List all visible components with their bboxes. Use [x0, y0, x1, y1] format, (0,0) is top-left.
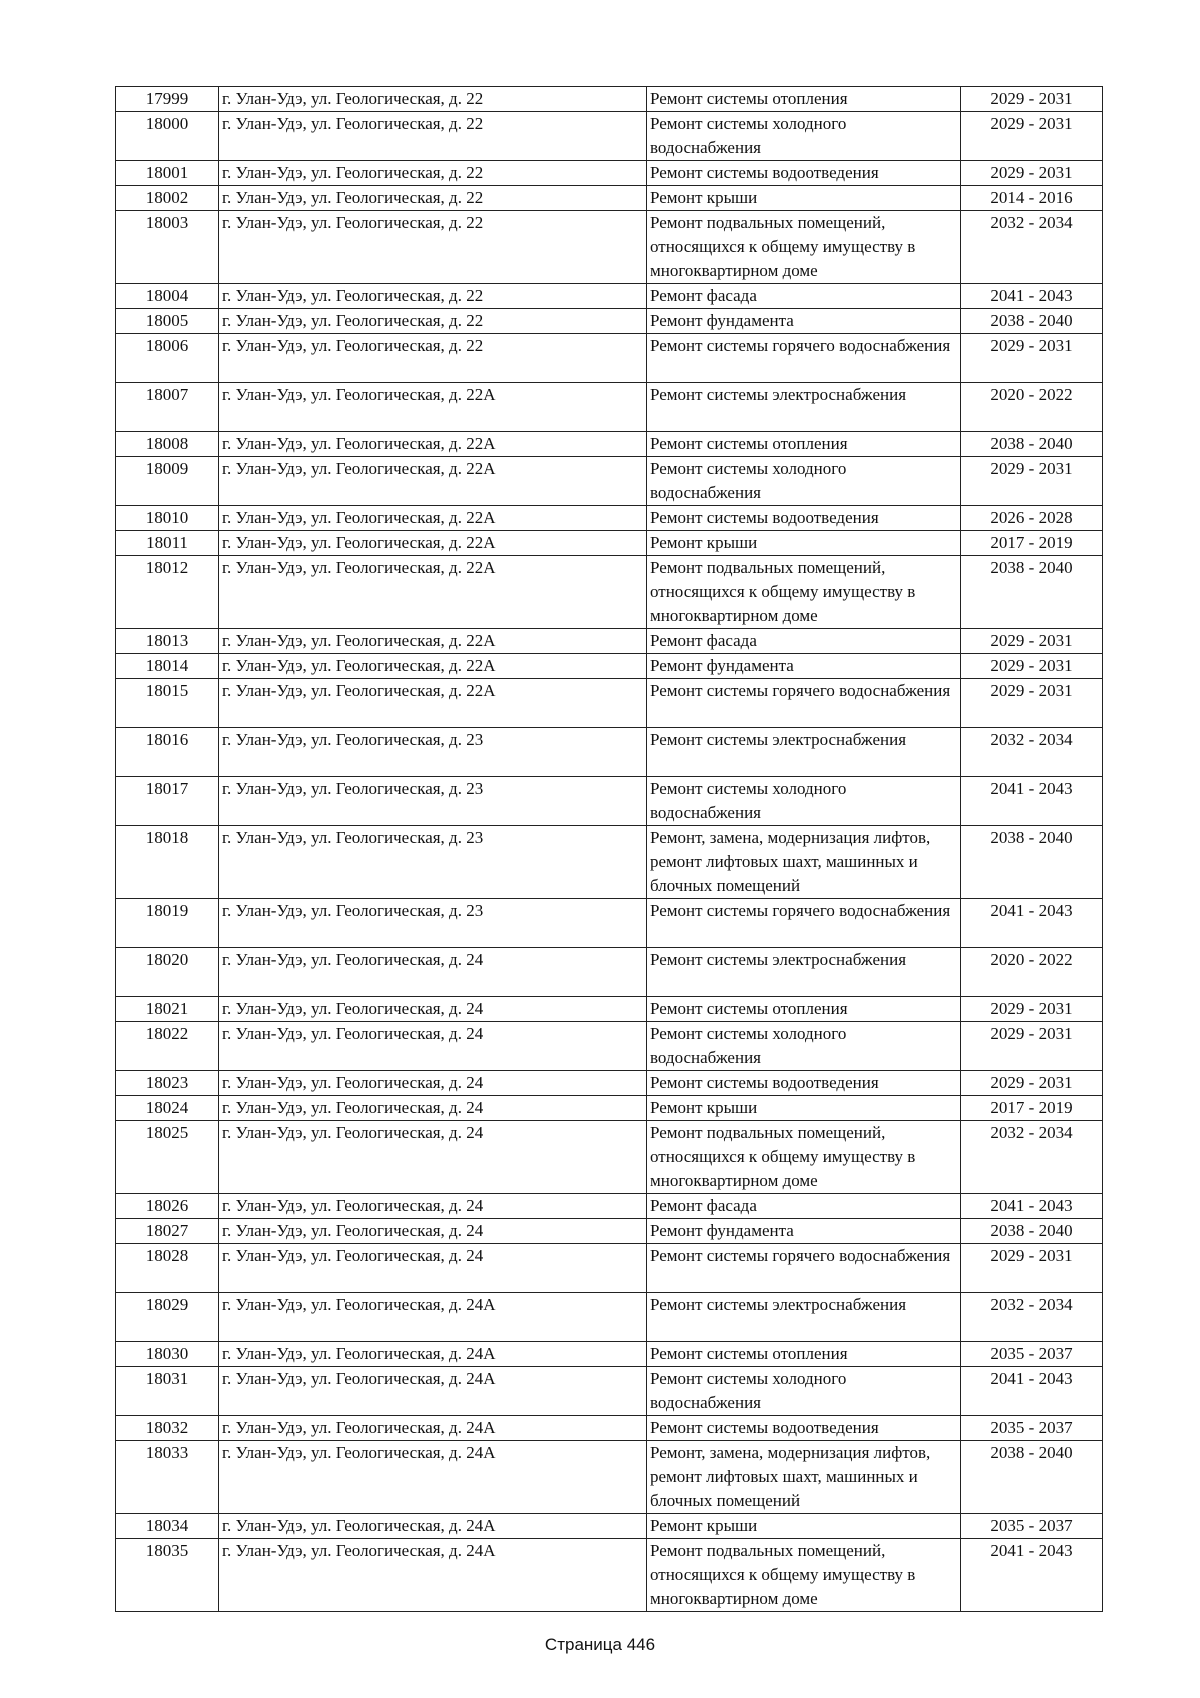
cell-work-type: Ремонт фасада	[647, 629, 961, 654]
cell-period: 2041 - 2043	[961, 1539, 1103, 1612]
cell-address: г. Улан-Удэ, ул. Геологическая, д. 24	[219, 1096, 647, 1121]
table-row	[116, 112, 1103, 161]
cell-address: г. Улан-Удэ, ул. Геологическая, д. 24А	[219, 1342, 647, 1367]
cell-work-type: Ремонт, замена, модернизация лифтов, ремонт лифтовых шахт, машинных и блочных помещений	[647, 1441, 961, 1514]
cell-work-type: Ремонт системы водоотведения	[647, 161, 961, 186]
cell-id: 18022	[116, 1022, 219, 1071]
cell-period: 2029 - 2031	[961, 1022, 1103, 1071]
cell-id: 18009	[116, 457, 219, 506]
cell-period: 2029 - 2031	[961, 457, 1103, 506]
table-row	[116, 679, 1103, 728]
cell-period: 2041 - 2043	[961, 899, 1103, 948]
cell-period: 2038 - 2040	[961, 826, 1103, 899]
cell-work-type: Ремонт системы холодного водоснабжения	[647, 1367, 961, 1416]
cell-work-type: Ремонт системы горячего водоснабжения	[647, 679, 961, 728]
cell-id: 18020	[116, 948, 219, 997]
cell-address: г. Улан-Удэ, ул. Геологическая, д. 24	[219, 1244, 647, 1293]
cell-id: 18029	[116, 1293, 219, 1342]
cell-period: 2029 - 2031	[961, 1244, 1103, 1293]
table-row	[116, 1071, 1103, 1096]
cell-work-type: Ремонт фундамента	[647, 1219, 961, 1244]
cell-period: 2020 - 2022	[961, 948, 1103, 997]
table-row	[116, 334, 1103, 383]
cell-address: г. Улан-Удэ, ул. Геологическая, д. 24	[219, 1022, 647, 1071]
cell-period: 2029 - 2031	[961, 629, 1103, 654]
cell-work-type: Ремонт системы горячего водоснабжения	[647, 1244, 961, 1293]
cell-work-type: Ремонт подвальных помещений, относящихся к общему имуществу в многоквартирном доме	[647, 211, 961, 284]
cell-address: г. Улан-Удэ, ул. Геологическая, д. 24А	[219, 1514, 647, 1539]
cell-id: 18026	[116, 1194, 219, 1219]
table-row	[116, 531, 1103, 556]
cell-address: г. Улан-Удэ, ул. Геологическая, д. 22	[219, 186, 647, 211]
cell-work-type: Ремонт системы горячего водоснабжения	[647, 899, 961, 948]
cell-work-type: Ремонт крыши	[647, 1514, 961, 1539]
cell-period: 2035 - 2037	[961, 1342, 1103, 1367]
cell-work-type: Ремонт системы водоотведения	[647, 506, 961, 531]
table-row	[116, 1194, 1103, 1219]
cell-period: 2038 - 2040	[961, 309, 1103, 334]
cell-address: г. Улан-Удэ, ул. Геологическая, д. 22	[219, 161, 647, 186]
cell-id: 18011	[116, 531, 219, 556]
table-row	[116, 309, 1103, 334]
cell-address: г. Улан-Удэ, ул. Геологическая, д. 22	[219, 284, 647, 309]
table-row	[116, 1416, 1103, 1441]
cell-work-type: Ремонт фундамента	[647, 654, 961, 679]
cell-id: 18006	[116, 334, 219, 383]
cell-work-type: Ремонт системы отопления	[647, 1342, 961, 1367]
table-row	[116, 1342, 1103, 1367]
cell-work-type: Ремонт системы холодного водоснабжения	[647, 777, 961, 826]
cell-period: 2029 - 2031	[961, 997, 1103, 1022]
table-row	[116, 1539, 1103, 1612]
cell-id: 18014	[116, 654, 219, 679]
cell-address: г. Улан-Удэ, ул. Геологическая, д. 23	[219, 899, 647, 948]
table-row	[116, 1219, 1103, 1244]
cell-id: 18018	[116, 826, 219, 899]
cell-work-type: Ремонт системы холодного водоснабжения	[647, 457, 961, 506]
cell-work-type: Ремонт фасада	[647, 1194, 961, 1219]
cell-work-type: Ремонт подвальных помещений, относящихся к общему имуществу в многоквартирном доме	[647, 1539, 961, 1612]
cell-work-type: Ремонт подвальных помещений, относящихся к общему имуществу в многоквартирном доме	[647, 556, 961, 629]
cell-period: 2038 - 2040	[961, 1219, 1103, 1244]
cell-id: 18033	[116, 1441, 219, 1514]
cell-address: г. Улан-Удэ, ул. Геологическая, д. 22	[219, 112, 647, 161]
cell-period: 2029 - 2031	[961, 161, 1103, 186]
table-row	[116, 826, 1103, 899]
cell-id: 18024	[116, 1096, 219, 1121]
cell-id: 18001	[116, 161, 219, 186]
cell-address: г. Улан-Удэ, ул. Геологическая, д. 22А	[219, 556, 647, 629]
cell-work-type: Ремонт системы водоотведения	[647, 1416, 961, 1441]
cell-id: 18012	[116, 556, 219, 629]
cell-work-type: Ремонт системы отопления	[647, 87, 961, 112]
table-row	[116, 432, 1103, 457]
cell-period: 2029 - 2031	[961, 679, 1103, 728]
cell-id: 18017	[116, 777, 219, 826]
cell-address: г. Улан-Удэ, ул. Геологическая, д. 24	[219, 948, 647, 997]
table-row	[116, 1121, 1103, 1194]
cell-address: г. Улан-Удэ, ул. Геологическая, д. 24	[219, 1071, 647, 1096]
table-row	[116, 284, 1103, 309]
cell-address: г. Улан-Удэ, ул. Геологическая, д. 22А	[219, 432, 647, 457]
table-row	[116, 1293, 1103, 1342]
cell-address: г. Улан-Удэ, ул. Геологическая, д. 23	[219, 826, 647, 899]
table-row	[116, 997, 1103, 1022]
cell-address: г. Улан-Удэ, ул. Геологическая, д. 22А	[219, 679, 647, 728]
cell-id: 18013	[116, 629, 219, 654]
cell-id: 18002	[116, 186, 219, 211]
cell-work-type: Ремонт системы электроснабжения	[647, 383, 961, 432]
cell-work-type: Ремонт системы отопления	[647, 432, 961, 457]
cell-period: 2041 - 2043	[961, 284, 1103, 309]
cell-address: г. Улан-Удэ, ул. Геологическая, д. 22А	[219, 383, 647, 432]
cell-period: 2029 - 2031	[961, 654, 1103, 679]
page-number: Страница 446	[544, 1635, 656, 1654]
cell-id: 18007	[116, 383, 219, 432]
cell-id: 18023	[116, 1071, 219, 1096]
cell-period: 2041 - 2043	[961, 777, 1103, 826]
cell-work-type: Ремонт фасада	[647, 284, 961, 309]
cell-id: 18032	[116, 1416, 219, 1441]
cell-address: г. Улан-Удэ, ул. Геологическая, д. 24А	[219, 1293, 647, 1342]
cell-address: г. Улан-Удэ, ул. Геологическая, д. 22А	[219, 654, 647, 679]
table-row	[116, 629, 1103, 654]
cell-address: г. Улан-Удэ, ул. Геологическая, д. 22	[219, 309, 647, 334]
cell-work-type: Ремонт системы водоотведения	[647, 1071, 961, 1096]
cell-period: 2020 - 2022	[961, 383, 1103, 432]
cell-period: 2029 - 2031	[961, 1071, 1103, 1096]
cell-period: 2038 - 2040	[961, 556, 1103, 629]
cell-id: 17999	[116, 87, 219, 112]
cell-address: г. Улан-Удэ, ул. Геологическая, д. 24	[219, 1194, 647, 1219]
cell-work-type: Ремонт системы электроснабжения	[647, 948, 961, 997]
cell-id: 18004	[116, 284, 219, 309]
cell-id: 18025	[116, 1121, 219, 1194]
cell-work-type: Ремонт, замена, модернизация лифтов, ремонт лифтовых шахт, машинных и блочных помещений	[647, 826, 961, 899]
table-row	[116, 457, 1103, 506]
cell-period: 2029 - 2031	[961, 334, 1103, 383]
cell-period: 2029 - 2031	[961, 112, 1103, 161]
table-row	[116, 186, 1103, 211]
table-row	[116, 556, 1103, 629]
cell-period: 2038 - 2040	[961, 1441, 1103, 1514]
repair-schedule-table	[115, 86, 1103, 1612]
cell-address: г. Улан-Удэ, ул. Геологическая, д. 22А	[219, 506, 647, 531]
cell-id: 18003	[116, 211, 219, 284]
cell-period: 2014 - 2016	[961, 186, 1103, 211]
cell-address: г. Улан-Удэ, ул. Геологическая, д. 22А	[219, 629, 647, 654]
cell-address: г. Улан-Удэ, ул. Геологическая, д. 22А	[219, 457, 647, 506]
cell-work-type: Ремонт системы холодного водоснабжения	[647, 1022, 961, 1071]
table-row	[116, 1514, 1103, 1539]
cell-id: 18034	[116, 1514, 219, 1539]
table-row	[116, 899, 1103, 948]
table-row	[116, 383, 1103, 432]
cell-period: 2029 - 2031	[961, 87, 1103, 112]
cell-period: 2041 - 2043	[961, 1194, 1103, 1219]
cell-period: 2032 - 2034	[961, 211, 1103, 284]
cell-period: 2041 - 2043	[961, 1367, 1103, 1416]
table-row	[116, 87, 1103, 112]
cell-id: 18035	[116, 1539, 219, 1612]
cell-address: г. Улан-Удэ, ул. Геологическая, д. 24	[219, 1219, 647, 1244]
cell-work-type: Ремонт крыши	[647, 531, 961, 556]
cell-address: г. Улан-Удэ, ул. Геологическая, д. 23	[219, 728, 647, 777]
cell-address: г. Улан-Удэ, ул. Геологическая, д. 24А	[219, 1367, 647, 1416]
cell-id: 18016	[116, 728, 219, 777]
cell-address: г. Улан-Удэ, ул. Геологическая, д. 24А	[219, 1441, 647, 1514]
cell-address: г. Улан-Удэ, ул. Геологическая, д. 22	[219, 334, 647, 383]
cell-period: 2035 - 2037	[961, 1416, 1103, 1441]
cell-address: г. Улан-Удэ, ул. Геологическая, д. 23	[219, 777, 647, 826]
cell-period: 2032 - 2034	[961, 1293, 1103, 1342]
cell-id: 18027	[116, 1219, 219, 1244]
cell-period: 2038 - 2040	[961, 432, 1103, 457]
cell-address: г. Улан-Удэ, ул. Геологическая, д. 22А	[219, 531, 647, 556]
table-row	[116, 948, 1103, 997]
table-row	[116, 506, 1103, 531]
cell-period: 2026 - 2028	[961, 506, 1103, 531]
cell-id: 18015	[116, 679, 219, 728]
cell-period: 2035 - 2037	[961, 1514, 1103, 1539]
table-body	[116, 87, 1103, 1612]
cell-period: 2032 - 2034	[961, 1121, 1103, 1194]
cell-id: 18005	[116, 309, 219, 334]
cell-work-type: Ремонт системы электроснабжения	[647, 1293, 961, 1342]
cell-work-type: Ремонт подвальных помещений, относящихся к общему имуществу в многоквартирном доме	[647, 1121, 961, 1194]
cell-address: г. Улан-Удэ, ул. Геологическая, д. 24А	[219, 1416, 647, 1441]
cell-work-type: Ремонт крыши	[647, 1096, 961, 1121]
cell-address: г. Улан-Удэ, ул. Геологическая, д. 24	[219, 997, 647, 1022]
cell-address: г. Улан-Удэ, ул. Геологическая, д. 22	[219, 211, 647, 284]
cell-period: 2017 - 2019	[961, 1096, 1103, 1121]
table-row	[116, 728, 1103, 777]
cell-id: 18010	[116, 506, 219, 531]
table-row	[116, 211, 1103, 284]
table-row	[116, 1244, 1103, 1293]
table-row	[116, 654, 1103, 679]
cell-period: 2017 - 2019	[961, 531, 1103, 556]
cell-id: 18019	[116, 899, 219, 948]
cell-address: г. Улан-Удэ, ул. Геологическая, д. 22	[219, 87, 647, 112]
cell-work-type: Ремонт системы электроснабжения	[647, 728, 961, 777]
cell-address: г. Улан-Удэ, ул. Геологическая, д. 24А	[219, 1539, 647, 1612]
cell-id: 18030	[116, 1342, 219, 1367]
cell-id: 18021	[116, 997, 219, 1022]
table-row	[116, 1367, 1103, 1416]
cell-id: 18031	[116, 1367, 219, 1416]
cell-id: 18000	[116, 112, 219, 161]
cell-id: 18028	[116, 1244, 219, 1293]
table-row	[116, 777, 1103, 826]
cell-work-type: Ремонт системы отопления	[647, 997, 961, 1022]
table-row	[116, 1096, 1103, 1121]
cell-work-type: Ремонт системы горячего водоснабжения	[647, 334, 961, 383]
table-row	[116, 1441, 1103, 1514]
table-row	[116, 1022, 1103, 1071]
table-row	[116, 161, 1103, 186]
cell-work-type: Ремонт системы холодного водоснабжения	[647, 112, 961, 161]
cell-id: 18008	[116, 432, 219, 457]
cell-work-type: Ремонт фундамента	[647, 309, 961, 334]
cell-address: г. Улан-Удэ, ул. Геологическая, д. 24	[219, 1121, 647, 1194]
cell-work-type: Ремонт крыши	[647, 186, 961, 211]
cell-period: 2032 - 2034	[961, 728, 1103, 777]
